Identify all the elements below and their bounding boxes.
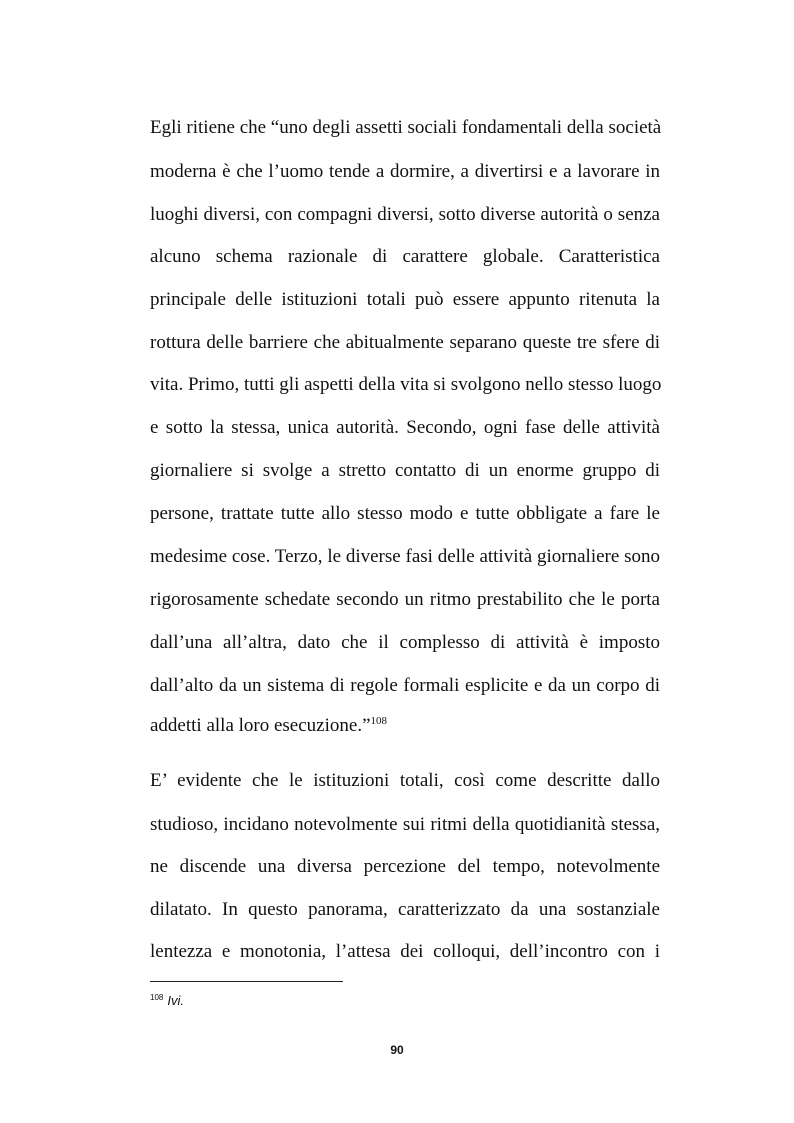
footnote-text: Ivi. [167, 993, 184, 1008]
footnote [150, 992, 184, 1010]
body-text-line: E’ evidente che le istituzioni totali, così come descritte dallo [150, 770, 660, 791]
body-text-line: dall’una all’altra, dato che il complesso di attività è imposto [150, 632, 660, 653]
body-text-line-last [150, 714, 660, 738]
page-number: 90 [390, 1043, 404, 1057]
body-text-line: studioso, incidano notevolmente sui ritmi della quotidianità stessa, [150, 814, 660, 835]
body-text-line: persone, trattate tutte allo stesso modo e tutte obbligate a fare le [150, 503, 660, 524]
body-text-line: dall’alto da un sistema di regole formali esplicite e da un corpo di [150, 675, 660, 696]
body-text-line: rigorosamente schedate secondo un ritmo prestabilito che le porta [150, 589, 660, 610]
body-text-line: dilatato. In questo panorama, caratterizzato da una sostanziale [150, 899, 660, 920]
body-text-line: rottura delle barriere che abitualmente separano queste tre sfere di [150, 332, 660, 353]
body-text-line: luoghi diversi, con compagni diversi, sotto diverse autorità o senza [150, 204, 660, 225]
body-text-line: Egli ritiene che “uno degli assetti sociali fondamentali della società [150, 117, 662, 138]
quote-end-text: addetti alla loro esecuzione.” [150, 715, 371, 736]
body-text-line: lentezza e monotonia, l’attesa dei colloqui, dell’incontro con i [150, 941, 660, 962]
body-text-line: giornaliere si svolge a stretto contatto di un enorme gruppo di [150, 460, 660, 481]
body-text-line: ne discende una diversa percezione del tempo, notevolmente [150, 856, 660, 877]
body-text-line: vita. Primo, tutti gli aspetti della vita si svolgono nello stesso luogo [150, 374, 662, 395]
footnote-separator [150, 981, 343, 982]
body-text-line: principale delle istituzioni totali può essere appunto ritenuta la [150, 289, 660, 310]
body-text-line: moderna è che l’uomo tende a dormire, a divertirsi e a lavorare in [150, 161, 660, 182]
footnote-reference: 108 [370, 715, 388, 727]
body-text-line: alcuno schema razionale di carattere globale. Caratteristica [150, 246, 660, 267]
body-text-line: e sotto la stessa, unica autorità. Secondo, ogni fase delle attività [150, 417, 660, 438]
body-text-line: medesime cose. Terzo, le diverse fasi delle attività giornaliere sono [150, 546, 660, 567]
footnote-marker: 108 [150, 993, 164, 1002]
